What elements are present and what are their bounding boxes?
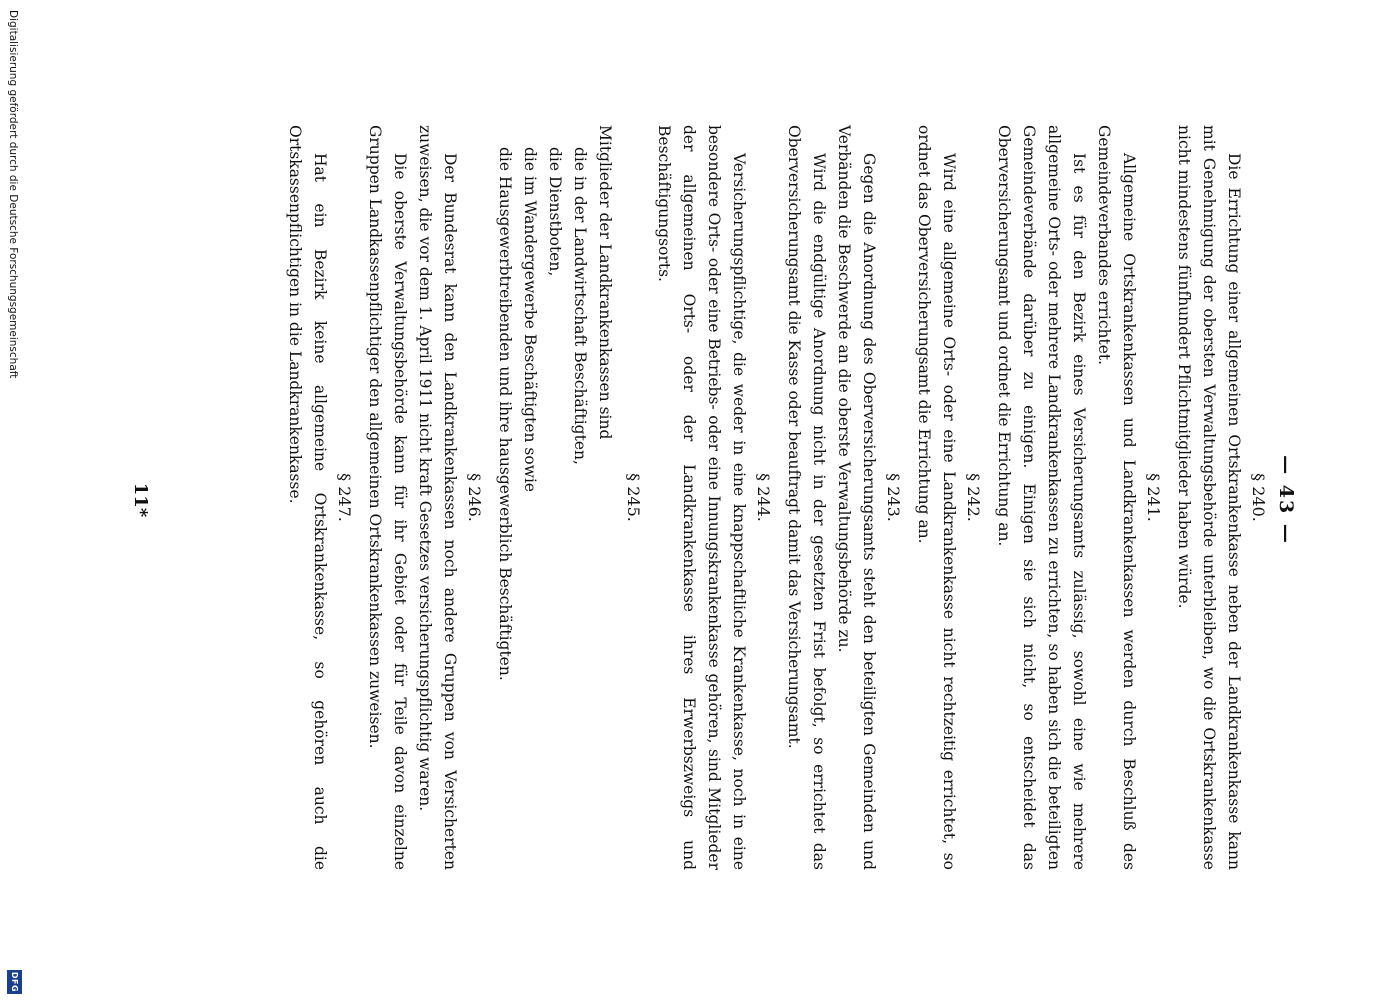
- section-242: [911, 125, 985, 870]
- page-number: — 43 —: [1275, 455, 1297, 545]
- section-243: [781, 125, 905, 870]
- list-item: die im Wandergewerbe Beschäftigten sowie: [521, 147, 539, 493]
- list-intro: Mitglieder der Landkrankenkassen sind: [596, 125, 614, 440]
- list-item: die Hausgewerbtreibenden und ihre hausgewerblich Beschäftigten.: [496, 147, 514, 681]
- section-mark: § 240.: [1249, 473, 1268, 522]
- section-240: [1171, 125, 1270, 870]
- paragraph: Allgemeine Ortskrankenkassen und Landkrankenkassen werden durch Beschluß des Gemeindeverbandes errichtet.: [1095, 125, 1138, 870]
- section-mark: § 247.: [335, 473, 354, 522]
- dfg-logo-icon: DFG: [7, 970, 22, 994]
- section-mark: § 241.: [1144, 473, 1163, 522]
- footer-note: Digitalisierung gefördert durch die Deutsche Forschungsgemeinschaft: [7, 10, 19, 379]
- section-mark: § 242.: [964, 473, 983, 522]
- signature-mark: 11*: [130, 482, 151, 518]
- section-246: [362, 125, 486, 870]
- paragraph: Hat ein Bezirk keine allgemeine Ortskrankenkasse, so gehören auch die Ortskassenpflichtigen in die Landkrankenkasse.: [286, 125, 329, 870]
- paragraph: Gegen die Anordnung des Oberversicherungsamts steht den beteiligten Gemeinden und Verbänden die Beschwerde an die oberste Verwaltungsbehörde zu.: [835, 125, 878, 870]
- section-247: [282, 125, 356, 870]
- section-mark: § 243.: [884, 473, 903, 522]
- section-mark: § 245.: [624, 473, 643, 522]
- list-item: die in der Landwirtschaft Beschäftigten,: [571, 147, 589, 465]
- section-244: [651, 125, 775, 870]
- paragraph: Wird die endgültige Anordnung nicht in der gesetzten Frist befolgt, so errichtet das Oberversicherungsamt die Kasse oder beauftragt damit das Versicherungsamt.: [785, 125, 828, 870]
- document-body: [282, 125, 1270, 870]
- paragraph: Ist es für den Bezirk eines Versicherungsamts zulässig, sowohl eine wie mehrere allgemeine Orts- oder mehrere Landkrankenkassen zu errichten, so haben sich die beteiligten Gemeindeverbände darüber zu einigen. Einigen sie sich nicht, so entscheidet das Oberversicherungsamt und ordnet die Errichtung an.: [995, 125, 1088, 870]
- member-list: [492, 125, 617, 870]
- section-mark: § 244.: [754, 473, 773, 522]
- paragraph: Die oberste Verwaltungsbehörde kann für ihr Gebiet oder für Teile davon einzelne Gruppen Landkassenpflichtiger den allgemeinen Ortskrankenkassen zuweisen.: [366, 125, 409, 870]
- paragraph: Wird eine allgemeine Orts- oder eine Landkrankenkasse nicht rechtzeitig errichtet, so ordnet das Oberversicherungsamt die Errichtung an.: [915, 125, 958, 870]
- section-245: [492, 125, 645, 870]
- section-mark: § 246.: [465, 473, 484, 522]
- paragraph: Der Bundesrat kann den Landkrankenkassen noch andere Gruppen von Versicherten zuweisen, die vor dem 1. April 1911 nicht kraft Gesetzes versicherungspflichtig waren.: [416, 125, 459, 870]
- paragraph: Die Errichtung einer allgemeinen Ortskrankenkasse neben der Landkrankenkasse kann mit Genehmigung der obersten Verwaltungsbehörde unterbleiben, wo die Ortskrankenkasse nicht mindestens fünfhundert Pflichtmitglieder haben würde.: [1175, 125, 1243, 870]
- section-241: [991, 125, 1165, 870]
- paragraph: Versicherungspflichtige, die weder in eine knappschaftliche Krankenkasse, noch in eine besondere Orts- oder eine Betriebs- oder eine Innungskrankenkasse gehören, sind Mitglieder der allgemeinen Orts- oder der Landkrankenkasse ihres Erwerbszweigs und Beschäftigungsorts.: [655, 125, 748, 870]
- list-item: die Dienstboten,: [546, 147, 564, 277]
